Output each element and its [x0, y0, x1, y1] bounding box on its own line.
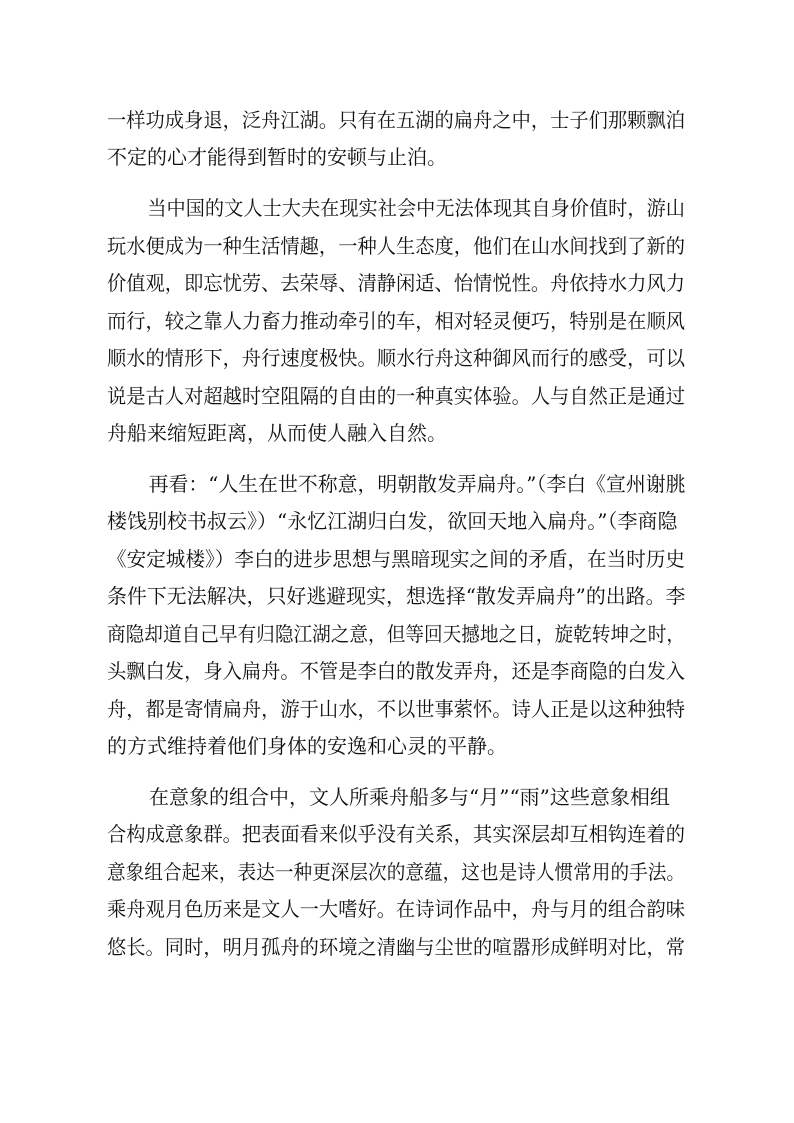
- text-line: 合构成意象群。把表面看来似乎没有关系，其实深层却互相钩连着的: [107, 822, 685, 846]
- text-line: 舟，都是寄情扁舟，游于山水，不以世事萦怀。诗人正是以这种独特: [107, 697, 685, 721]
- text-line: 价值观，即忘忧劳、去荣辱、清静闲适、怡情悦性。舟依持水力风力: [107, 271, 685, 295]
- text-line: 悠长。同时，明月孤舟的环境之清幽与尘世的喧嚣形成鲜明对比，常: [107, 935, 685, 959]
- text-line: 楼饯别校书叔云》）“永忆江湖归白发，欲回天地入扁舟。”（李商隐: [107, 509, 678, 533]
- text-line: 说是古人对超越时空阻隔的自由的一种真实体验。人与自然正是通过: [107, 384, 685, 408]
- text-line: 意象组合起来，表达一种更深层次的意蕴，这也是诗人惯常用的手法。: [107, 860, 686, 884]
- text-line: 舟船来缩短距离，从而使人融入自然。: [107, 421, 447, 445]
- text-line: 玩水便成为一种生活情趣，一种人生态度，他们在山水间找到了新的: [107, 234, 685, 258]
- text-line: 而行，较之靠人力畜力推动牵引的车，相对轻灵便巧，特别是在顺风: [107, 309, 685, 333]
- text-line: 在意象的组合中，文人所乘舟船多与“月”“雨”这些意象相组: [149, 785, 670, 809]
- text-line: 商隐却道自己早有归隐江湖之意，但等回天撼地之日，旋乾转坤之时，: [107, 622, 686, 646]
- text-line: 乘舟观月色历来是文人一大嗜好。在诗词作品中，舟与月的组合韵味: [107, 897, 685, 921]
- text-line: 头飘白发，身入扁舟。不管是李白的散发弄舟，还是李商隐的白发入: [107, 659, 685, 683]
- text-line: 《安定城楼》）李白的进步思想与黑暗现实之间的矛盾，在当时历史: [107, 547, 686, 571]
- text-line: 不定的心才能得到暂时的安顿与止泊。: [107, 145, 447, 169]
- text-line: 的方式维持着他们身体的安逸和心灵的平静。: [107, 734, 507, 758]
- text-line: 当中国的文人士大夫在现实社会中无法体现其自身价值时，游山: [147, 196, 685, 220]
- text-line: 条件下无法解决，只好逃避现实，想选择“散发弄扁舟”的出路。李: [107, 584, 686, 608]
- text-line: 再看：“人生在世不称意，明朝散发弄扁舟。”（李白《宣州谢朓: [148, 472, 686, 496]
- text-line: 一样功成身退，泛舟江湖。只有在五湖的扁舟之中，士子们那颗飘泊: [107, 108, 685, 132]
- text-line: 顺水的情形下，舟行速度极快。顺水行舟这种御风而行的感受，可以: [107, 346, 685, 370]
